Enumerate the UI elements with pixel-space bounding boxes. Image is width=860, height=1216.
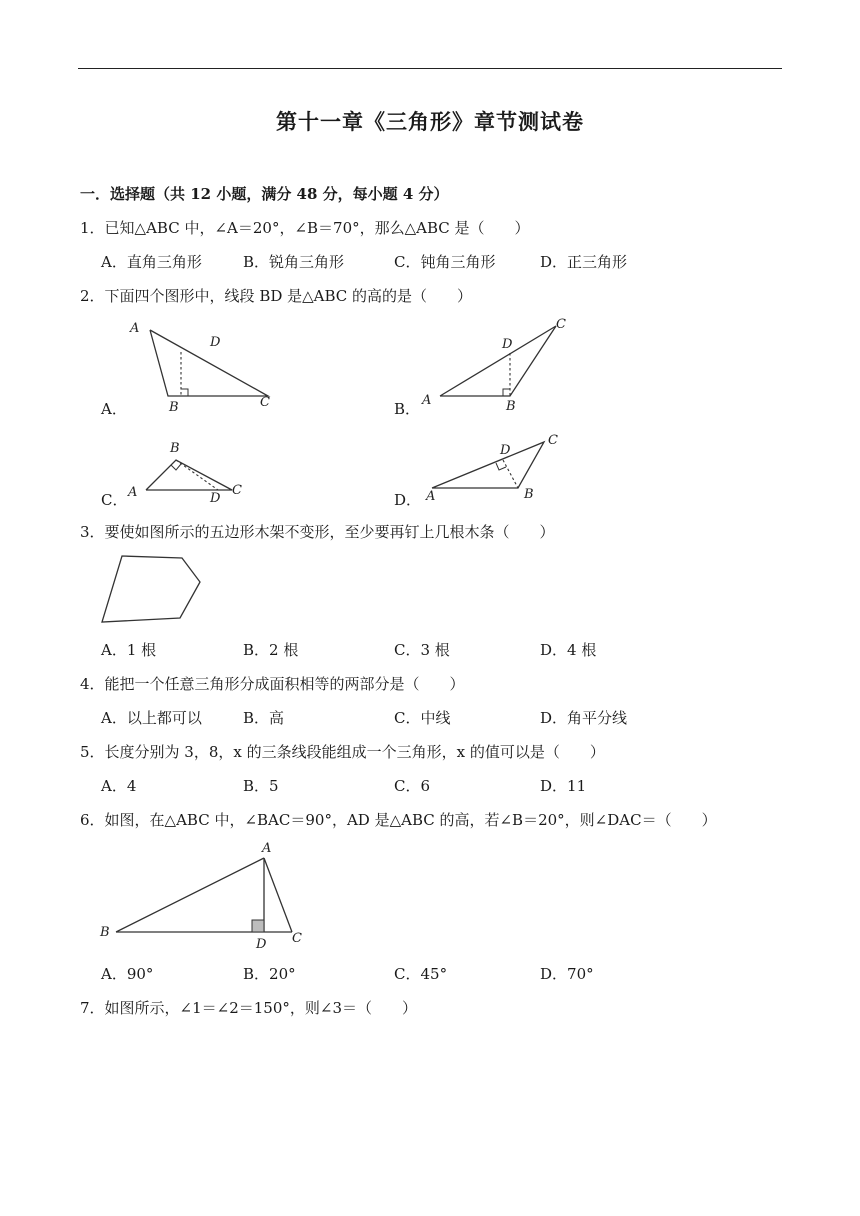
figure-c-label-b: B: [170, 441, 180, 456]
figure-6-right-angle-mark: [252, 920, 264, 932]
figure-b-triangle: [440, 326, 556, 396]
figure-d-altitude: [503, 460, 518, 488]
pentagon-shape: [102, 556, 200, 622]
question-2-option-a: A．: [101, 400, 127, 418]
question-1-option-d: D．正三角形: [540, 253, 628, 271]
question-4-option-d: D．角平分线: [540, 709, 628, 727]
question-5-stem: 5．长度分别为 3，8，x 的三条线段能组成一个三角形，x 的值可以是（ ）: [80, 743, 605, 761]
question-2-option-d: D．: [394, 491, 422, 509]
header-rule: [78, 68, 782, 69]
question-4-option-a: A．以上都可以: [101, 709, 202, 727]
question-2-option-b: B．: [394, 400, 421, 418]
figure-a-label-c: C: [260, 395, 270, 410]
figure-b-label-a: A: [422, 393, 432, 408]
question-3-option-d: D．4 根: [540, 641, 597, 659]
figure-6-label-b: B: [100, 925, 110, 940]
question-2-figure-b: [418, 316, 588, 416]
question-2-stem: 2．下面四个图形中，线段 BD 是△ABC 的高的是（ ）: [80, 287, 473, 305]
figure-a-triangle: [150, 330, 268, 396]
question-6-option-a: A．90°: [101, 965, 154, 983]
figure-b-label-c: C: [556, 317, 566, 332]
figure-6-label-a: A: [262, 841, 272, 856]
question-2-figure-d: [418, 430, 578, 510]
question-5-option-a: A．4: [101, 777, 137, 795]
page-title: 第十一章《三角形》章节测试卷: [276, 109, 584, 134]
question-7-stem: 7．如图所示，∠1＝∠2＝150°，则∠3＝（ ）: [80, 999, 418, 1017]
figure-d-label-a: A: [426, 489, 436, 504]
question-2-figure-a: [120, 316, 290, 416]
figure-6-side-ac: [264, 858, 292, 932]
question-3-pentagon-figure: [96, 552, 206, 628]
question-3-option-b: B．2 根: [243, 641, 299, 659]
question-6-figure: [96, 838, 326, 954]
figure-6-label-c: C: [292, 931, 302, 946]
question-4-stem: 4．能把一个任意三角形分成面积相等的两部分是（ ）: [80, 675, 465, 693]
figure-6-label-d: D: [256, 937, 267, 952]
figure-d-triangle: [432, 442, 544, 488]
question-4-option-b: B．高: [243, 709, 285, 727]
figure-6-side-ab: [116, 858, 264, 932]
figure-a-label-b: B: [169, 400, 179, 415]
question-1-option-a: A．直角三角形: [101, 253, 202, 271]
figure-d-label-b: B: [524, 487, 534, 502]
question-1-option-b: B．锐角三角形: [243, 253, 345, 271]
figure-d-label-c: C: [548, 433, 558, 448]
question-2-figure-c: [120, 436, 260, 506]
question-1-option-c: C．钝角三角形: [394, 253, 496, 271]
question-3-stem: 3．要使如图所示的五边形木架不变形，至少要再钉上几根木条（ ）: [80, 523, 555, 541]
figure-a-label-d: D: [210, 335, 221, 350]
question-2-option-c: C．: [101, 491, 128, 509]
figure-c-altitude: [176, 460, 218, 490]
question-6-stem: 6．如图，在△ABC 中，∠BAC＝90°，AD 是△ABC 的高，若∠B＝20°，则∠DAC＝（ ）: [80, 811, 717, 829]
figure-b-label-d: D: [502, 337, 513, 352]
question-6-option-c: C．45°: [394, 965, 448, 983]
figure-c-triangle: [146, 460, 232, 490]
question-6-option-b: B．20°: [243, 965, 296, 983]
question-3-option-a: A．1 根: [101, 641, 157, 659]
figure-c-label-a: A: [128, 485, 138, 500]
question-6-option-d: D．70°: [540, 965, 594, 983]
figure-d-label-d: D: [500, 443, 511, 458]
figure-c-label-c: C: [232, 483, 242, 498]
section-heading: 一．选择题（共 12 小题，满分 48 分，每小题 4 分）: [80, 185, 449, 203]
question-4-option-c: C．中线: [394, 709, 451, 727]
figure-b-label-b: B: [506, 399, 516, 414]
question-5-option-b: B．5: [243, 777, 279, 795]
figure-c-label-d: D: [210, 491, 221, 506]
figure-a-label-a: A: [130, 321, 140, 336]
question-5-option-d: D．11: [540, 777, 587, 795]
question-5-option-c: C．6: [394, 777, 431, 795]
question-3-option-c: C．3 根: [394, 641, 450, 659]
question-1-stem: 1．已知△ABC 中，∠A＝20°，∠B＝70°，那么△ABC 是（ ）: [80, 219, 530, 237]
